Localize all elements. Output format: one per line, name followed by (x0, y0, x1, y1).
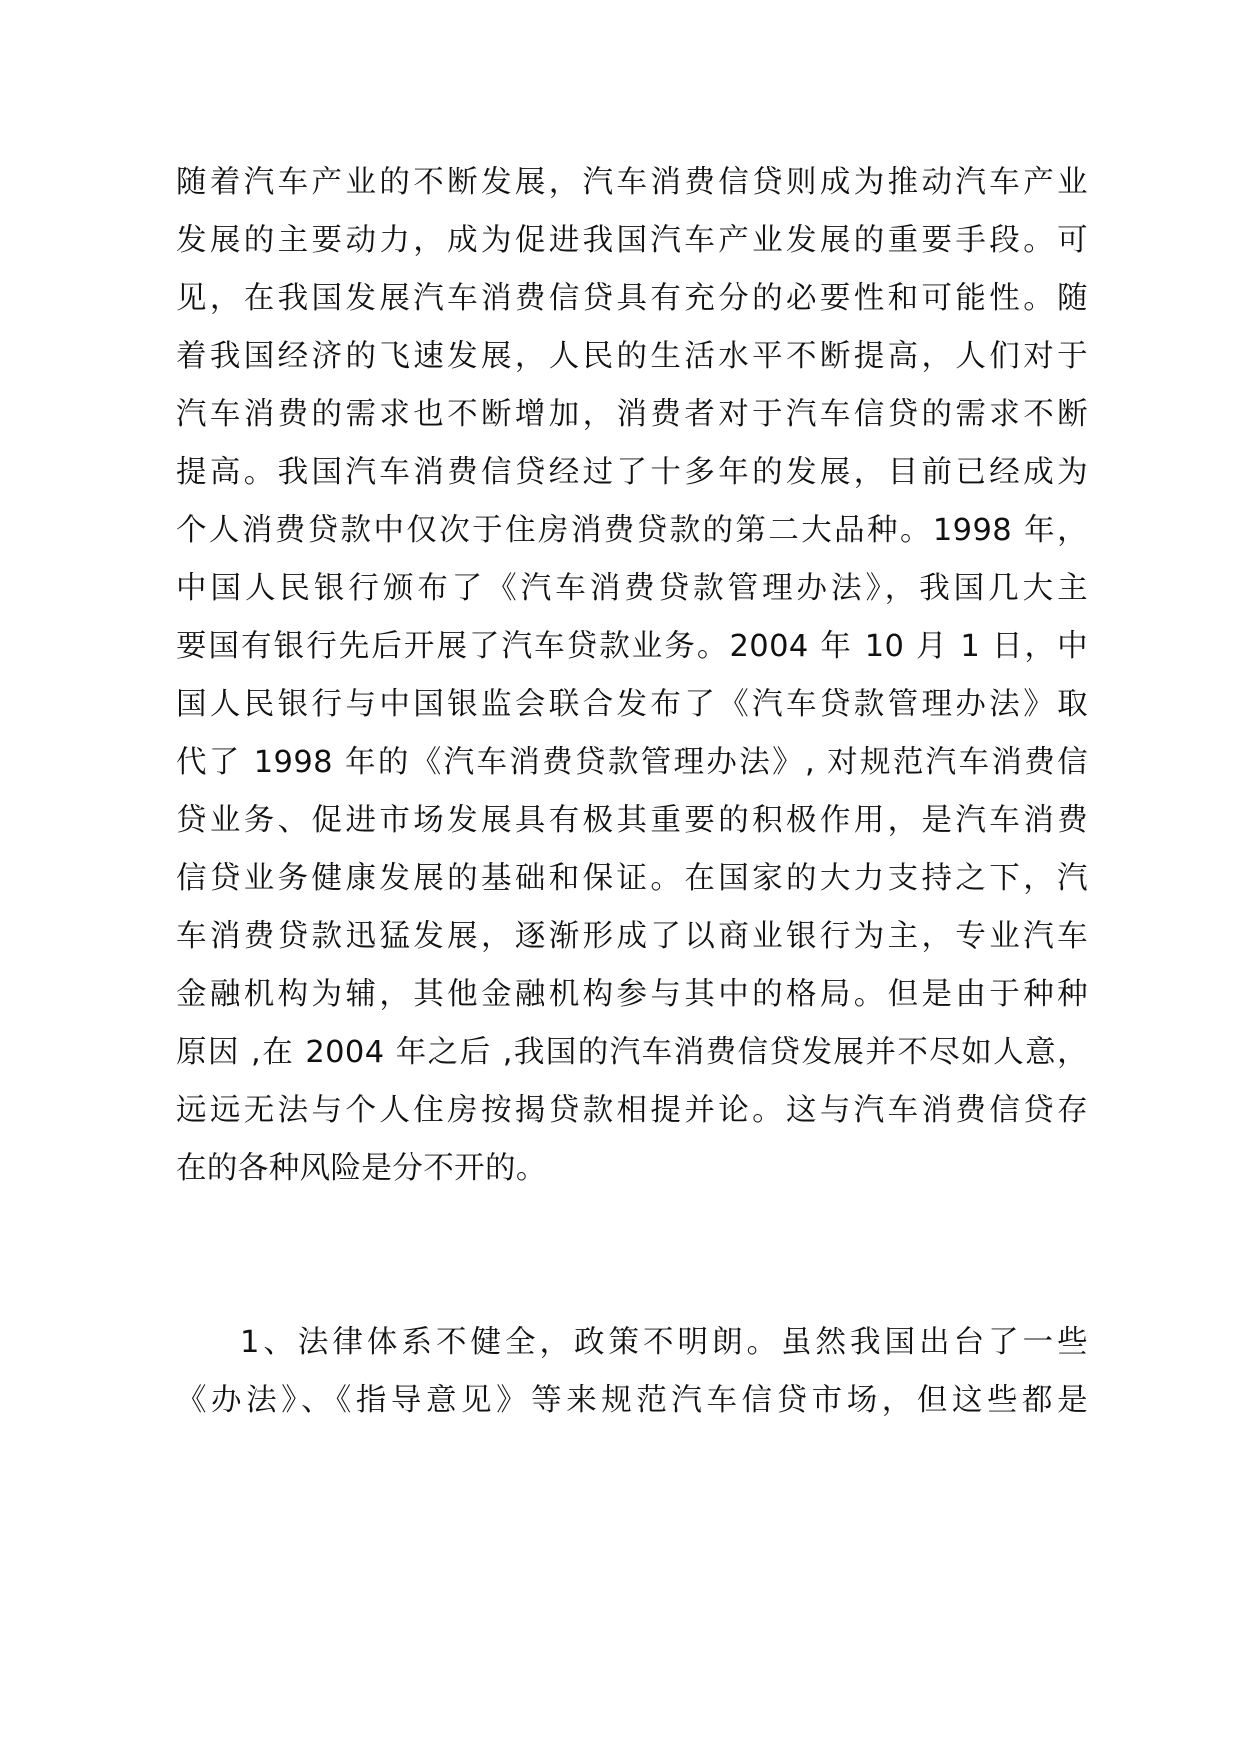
text-line: 国人民银行与中国银监会联合发布了《汽车贷款管理办法》取 (176, 687, 1088, 722)
text-line: 发展的主要动力，成为促进我国汽车产业发展的重要手段。可 (176, 223, 1088, 258)
text-line: 车消费贷款迅猛发展，逐渐形成了以商业银行为主，专业汽车 (176, 919, 1088, 954)
text-line: 在的各种风险是分不开的。 (176, 1151, 547, 1186)
text-line: 金融机构为辅，其他金融机构参与其中的格局。但是由于种种 (176, 977, 1088, 1012)
text-line: 原因 ,在 2004 年之后 ,我国的汽车消费信贷发展并不尽如人意， (176, 1035, 1088, 1070)
text-line: 提高。我国汽车消费信贷经过了十多年的发展，目前已经成为 (176, 455, 1088, 490)
text-line: 远远无法与个人住房按揭贷款相提并论。这与汽车消费信贷存 (176, 1093, 1088, 1128)
text-line: 要国有银行先后开展了汽车贷款业务。2004 年 10 月 1 日，中 (176, 629, 1088, 664)
text-line: 着我国经济的飞速发展，人民的生活水平不断提高，人们对于 (176, 339, 1088, 374)
text-line: 个人消费贷款中仅次于住房消费贷款的第二大品种。1998 年， (176, 513, 1088, 548)
text-line: 见，在我国发展汽车消费信贷具有充分的必要性和可能性。随 (176, 281, 1088, 316)
text-line: 贷业务、促进市场发展具有极其重要的积极作用，是汽车消费 (176, 803, 1088, 838)
text-line: 《办法》、《指导意见》等来规范汽车信贷市场，但这些都是 (176, 1383, 1088, 1418)
text-line: 信贷业务健康发展的基础和保证。在国家的大力支持之下，汽 (176, 861, 1088, 896)
text-line: 1、法律体系不健全，政策不明朗。虽然我国出台了一些 (240, 1325, 1088, 1360)
text-line: 随着汽车产业的不断发展，汽车消费信贷则成为推动汽车产业 (176, 165, 1088, 200)
text-line: 代了 1998 年的《汽车消费贷款管理办法》, 对规范汽车消费信 (176, 745, 1088, 780)
text-line: 汽车消费的需求也不断增加，消费者对于汽车信贷的需求不断 (176, 397, 1088, 432)
text-line: 中国人民银行颁布了《汽车消费贷款管理办法》，我国几大主 (176, 571, 1088, 606)
